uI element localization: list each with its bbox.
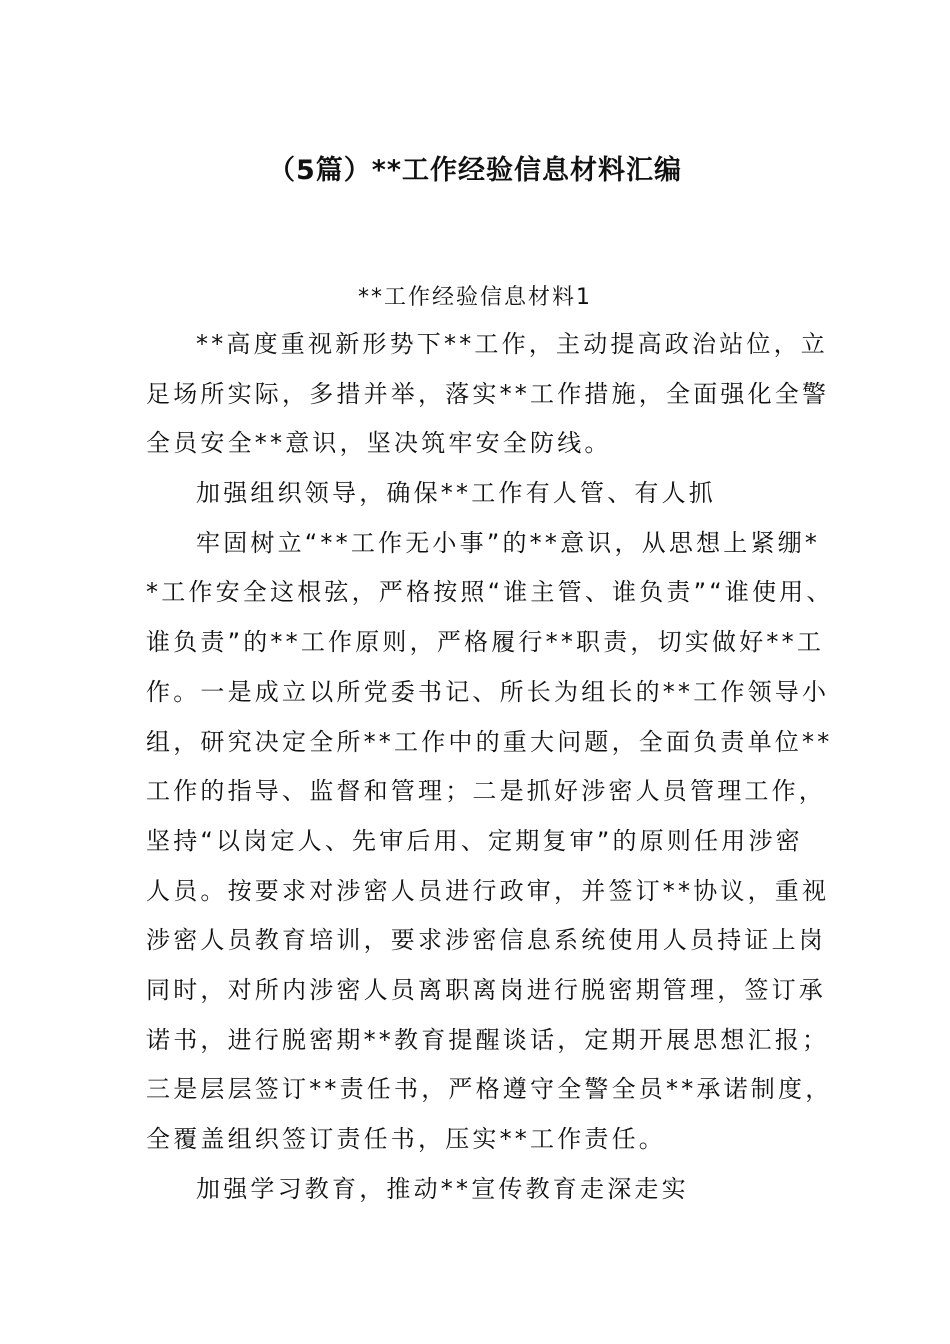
document-body [146,320,834,1214]
text-line: 全员安全**意识，坚决筑牢安全防线。 [146,429,612,458]
text-line: 工作的指导、监督和管理；二是抓好涉密人员管理工作， [146,777,826,806]
text-line: 组，研究决定全所**工作中的重大问题，全面负责单位** [146,727,833,756]
text-line: 诺书，进行脱密期**教育提醒谈话，定期开展思想汇报； [146,1025,830,1054]
text-line: 坚持“以岗定人、先审后用、定期复审”的原则任用涉密 [146,826,803,855]
text-line: 同时，对所内涉密人员离职离岗进行脱密期管理，签订承 [146,975,826,1004]
text-line: 足场所实际，多措并举，落实**工作措施，全面强化全警 [146,379,830,408]
text-line: 加强组织领导，确保**工作有人管、有人抓 [196,479,716,508]
text-line: *工作安全这根弦，严格按照“谁主管、谁负责”“谁使用、 [146,578,834,607]
text-line: 全覆盖组织签订责任书，压实**工作责任。 [146,1125,666,1153]
text-line: 涉密人员教育培训，要求涉密信息系统使用人员持证上岗 [146,926,826,955]
document-title: （5篇）**工作经验信息材料汇编 [267,155,683,186]
text-line: 谁负责”的**工作原则，严格履行**职责，切实做好**工 [146,628,825,657]
text-line: 人员。按要求对涉密人员进行政审，并签订**协议，重视 [146,876,830,905]
text-line: 三是层层签订**责任书，严格遵守全警全员**承诺制度， [146,1075,833,1104]
text-line: 牢固树立“**工作无小事”的**意识，从思想上紧绷* [196,528,821,557]
text-line: **高度重视新形势下**工作，主动提高政治站位，立 [196,330,828,358]
text-line: 加强学习教育，推动**宣传教育走深走实 [196,1174,689,1203]
section-subtitle: **工作经验信息材料1 [358,285,592,310]
text-line: 作。一是成立以所党委书记、所长为组长的**工作领导小 [146,677,830,706]
